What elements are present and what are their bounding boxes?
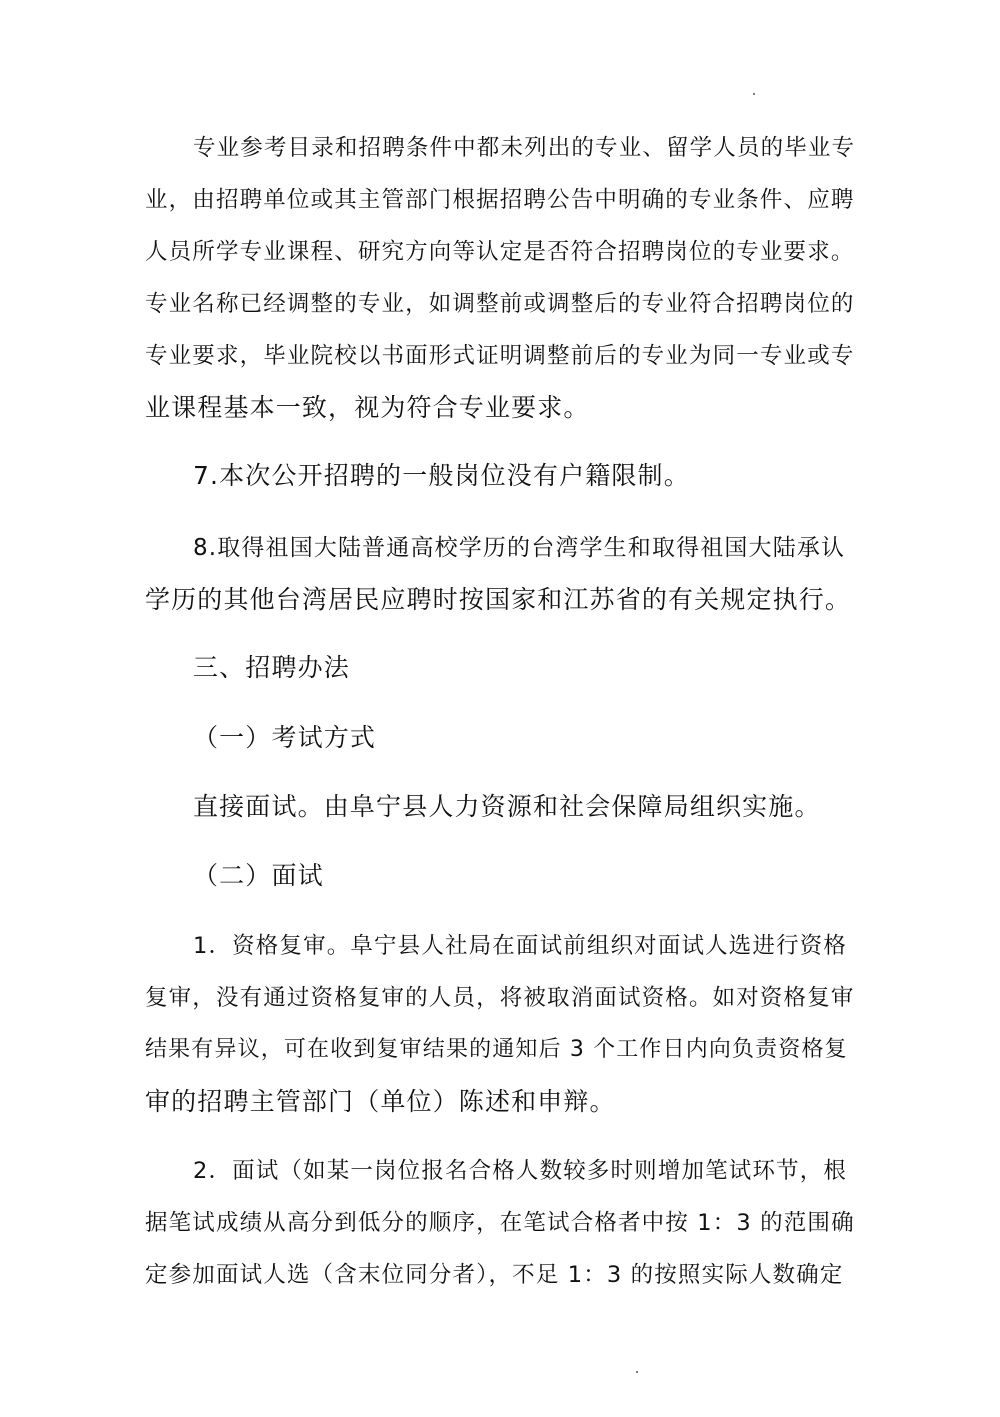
- paragraph-line: 业课程基本一致，视为符合专业要求。: [145, 393, 590, 422]
- paragraph-line: 结果有异议，可在收到复审结果的通知后 3 个工作日内向负责资格复: [145, 1037, 848, 1062]
- paragraph-line: 专业要求，毕业院校以书面形式证明调整前后的专业为同一专业或专: [145, 343, 855, 369]
- paragraph-line: 学历的其他台湾居民应聘时按国家和江苏省的有关规定执行。: [145, 585, 852, 614]
- list-item: 1．资格复审。阜宁县人社局在面试前组织对面试人选进行资格: [193, 933, 848, 959]
- paragraph-line: 专业参考目录和招聘条件中都未列出的专业、留学人员的毕业专: [193, 135, 856, 161]
- paragraph-line: 业，由招聘单位或其主管部门根据招聘公告中明确的专业条件、应聘: [145, 187, 855, 213]
- list-item: 2．面试（如某一岗位报名合格人数较多时则增加笔试环节，根: [193, 1158, 848, 1184]
- paragraph-line: 专业名称已经调整的专业，如调整前或调整后的专业符合招聘岗位的: [145, 291, 855, 317]
- scan-speck: [753, 93, 755, 95]
- paragraph-line: 定参加面试人选（含末位同分者），不足 1：3 的按照实际人数确定: [145, 1262, 844, 1288]
- subsection-heading: （一）考试方式: [193, 723, 377, 752]
- scan-speck: [636, 1371, 638, 1373]
- paragraph-line: 直接面试。由阜宁县人力资源和社会保障局组织实施。: [193, 792, 821, 821]
- section-heading: 三、招聘办法: [193, 653, 350, 682]
- paragraph-line: 人员所学专业课程、研究方向等认定是否符合招聘岗位的专业要求。: [145, 239, 855, 265]
- list-item: 8.取得祖国大陆普通高校学历的台湾学生和取得祖国大陆承认: [193, 535, 846, 561]
- paragraph-line: 据笔试成绩从高分到低分的顺序，在笔试合格者中按 1：3 的范围确: [145, 1210, 855, 1236]
- subsection-heading: （二）面试: [193, 861, 324, 890]
- paragraph-line: 复审，没有通过资格复审的人员，将被取消面试资格。如对资格复审: [145, 985, 855, 1011]
- paragraph-line: 审的招聘主管部门（单位）陈述和申辩。: [145, 1087, 616, 1116]
- list-item: 7.本次公开招聘的一般岗位没有户籍限制。: [193, 461, 690, 490]
